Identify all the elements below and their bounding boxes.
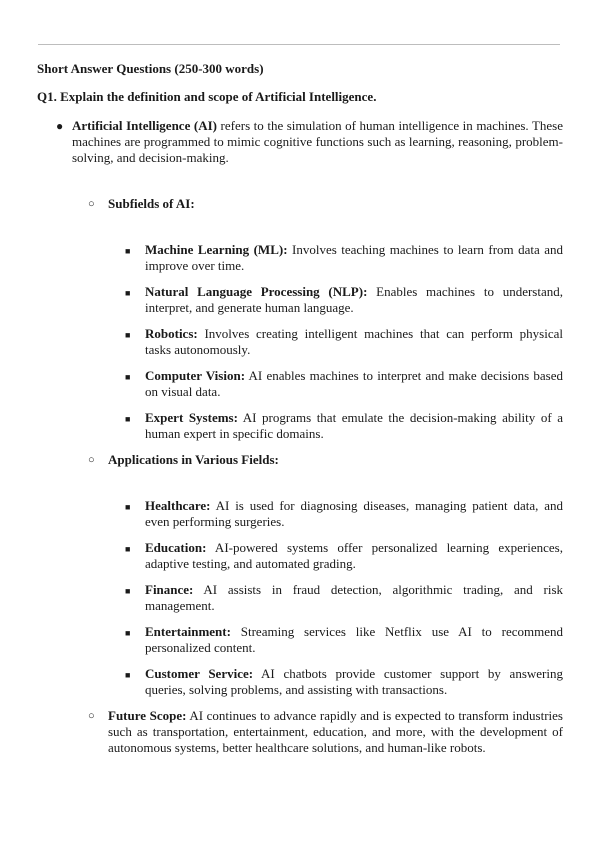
bullet-square-icon: ■ bbox=[125, 670, 131, 680]
subfield-text: Involves teaching machines to learn from data and improve over time. bbox=[145, 242, 564, 273]
subfield-term: Machine Learning (ML): bbox=[145, 242, 288, 257]
subfield-term: Expert Systems: bbox=[145, 410, 238, 425]
application-item bbox=[37, 624, 563, 656]
application-text: AI-powered systems offer personalized learning experiences, adaptive testing, and automated grading. bbox=[145, 540, 563, 571]
bullet-ring-icon: ○ bbox=[88, 454, 95, 466]
document-page bbox=[37, 60, 563, 756]
application-term: Healthcare: bbox=[145, 498, 211, 513]
application-term: Finance: bbox=[145, 582, 194, 597]
subfield-text: Enables machines to understand, interpret, and generate human language. bbox=[145, 284, 563, 315]
future-scope-text: AI continues to advance rapidly and is expected to transform industries such as transportation, entertainment, education, and more, with the development of autonomous systems, better healthcare solutions, and human-like robots. bbox=[108, 708, 563, 755]
application-text: AI chatbots provide customer support by answering queries, solving problems, and assisting with transactions. bbox=[145, 666, 563, 697]
subfield-item bbox=[37, 284, 563, 316]
application-text: Streaming services like Netflix use AI to recommend personalized content. bbox=[145, 624, 563, 655]
subfield-item bbox=[37, 242, 563, 274]
bullet-square-icon: ■ bbox=[125, 330, 131, 340]
bullet-ring-icon: ○ bbox=[88, 710, 95, 722]
bullet-square-icon: ■ bbox=[125, 372, 131, 382]
application-item bbox=[37, 540, 563, 572]
intro-bullet bbox=[37, 118, 563, 166]
application-item bbox=[37, 666, 563, 698]
application-text: AI is used for diagnosing diseases, managing patient data, and even performing surgeries. bbox=[145, 498, 563, 529]
application-term: Entertainment: bbox=[145, 624, 231, 639]
question-title: Q1. Explain the definition and scope of Artificial Intelligence. bbox=[37, 89, 377, 104]
bullet-dot-icon: ● bbox=[56, 119, 64, 133]
subfield-text: Involves creating intelligent machines that can perform physical tasks autonomously. bbox=[145, 326, 563, 357]
subfield-term: Computer Vision: bbox=[145, 368, 246, 383]
future-scope-item bbox=[37, 708, 563, 756]
application-term: Customer Service: bbox=[145, 666, 254, 681]
subfield-item bbox=[37, 410, 563, 442]
bullet-ring-icon: ○ bbox=[88, 198, 95, 210]
section-heading: Short Answer Questions (250-300 words) bbox=[37, 61, 264, 76]
bullet-square-icon: ■ bbox=[125, 586, 131, 596]
future-scope-term: Future Scope: bbox=[108, 708, 187, 723]
subfields-heading-label: Subfields of AI: bbox=[108, 196, 195, 211]
bullet-square-icon: ■ bbox=[125, 246, 131, 256]
subfield-term: Natural Language Processing (NLP): bbox=[145, 284, 368, 299]
header-divider bbox=[38, 44, 560, 45]
bullet-square-icon: ■ bbox=[125, 502, 131, 512]
application-text: AI assists in fraud detection, algorithmic trading, and risk management. bbox=[145, 582, 563, 613]
subfield-item bbox=[37, 368, 563, 400]
intro-term: Artificial Intelligence (AI) bbox=[72, 118, 217, 133]
applications-heading bbox=[37, 452, 563, 468]
application-item bbox=[37, 582, 563, 614]
bullet-square-icon: ■ bbox=[125, 288, 131, 298]
subfield-item bbox=[37, 326, 563, 358]
application-item bbox=[37, 498, 563, 530]
subfield-text: AI enables machines to interpret and make decisions based on visual data. bbox=[145, 368, 563, 399]
bullet-square-icon: ■ bbox=[125, 414, 131, 424]
subfields-heading bbox=[37, 196, 563, 212]
subfield-term: Robotics: bbox=[145, 326, 198, 341]
bullet-square-icon: ■ bbox=[125, 628, 131, 638]
subfield-text: AI programs that emulate the decision-making ability of a human expert in specific domains. bbox=[145, 410, 563, 441]
intro-text: refers to the simulation of human intelligence in machines. These machines are programmed to mimic cognitive functions such as learning, reasoning, problem-solving, and decision-making. bbox=[72, 118, 564, 165]
application-term: Education: bbox=[145, 540, 207, 555]
applications-heading-label: Applications in Various Fields: bbox=[108, 452, 279, 467]
bullet-square-icon: ■ bbox=[125, 544, 131, 554]
